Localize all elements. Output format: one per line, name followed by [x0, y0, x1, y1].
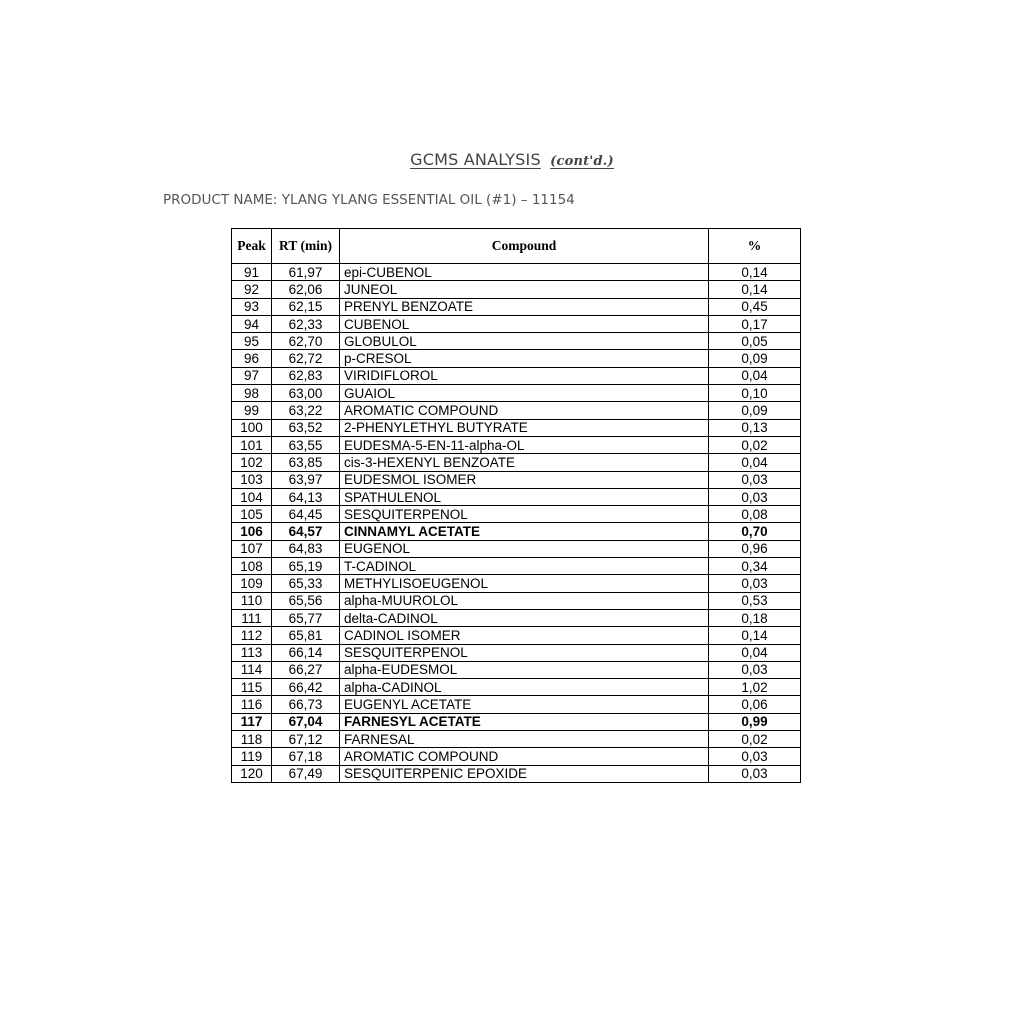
- cell-percent: 0,03: [709, 471, 801, 488]
- table-row: [232, 575, 801, 592]
- cell-rt: 63,52: [272, 419, 340, 436]
- cell-peak: 95: [232, 333, 272, 350]
- cell-compound: EUDESMOL ISOMER: [340, 471, 709, 488]
- cell-rt: 62,70: [272, 333, 340, 350]
- cell-peak: 107: [232, 540, 272, 557]
- cell-compound: SPATHULENOL: [340, 488, 709, 505]
- cell-compound: CINNAMYL ACETATE: [340, 523, 709, 540]
- cell-compound: EUGENOL: [340, 540, 709, 557]
- gcms-table: [231, 228, 801, 783]
- cell-rt: 62,06: [272, 281, 340, 298]
- cell-rt: 63,22: [272, 402, 340, 419]
- cell-percent: 0,17: [709, 315, 801, 332]
- table-row: [232, 679, 801, 696]
- page-title: [0, 150, 1024, 169]
- cell-peak: 115: [232, 679, 272, 696]
- cell-percent: 0,53: [709, 592, 801, 609]
- cell-rt: 62,33: [272, 315, 340, 332]
- cell-rt: 65,33: [272, 575, 340, 592]
- cell-compound: JUNEOL: [340, 281, 709, 298]
- title-text: GCMS ANALYSIS: [410, 150, 541, 169]
- cell-rt: 63,00: [272, 385, 340, 402]
- table-row: [232, 765, 801, 782]
- table-row: [232, 627, 801, 644]
- cell-compound: p-CRESOL: [340, 350, 709, 367]
- cell-percent: 0,10: [709, 385, 801, 402]
- table-row: [232, 367, 801, 384]
- table-row: [232, 558, 801, 575]
- table-row: [232, 644, 801, 661]
- table-row: [232, 436, 801, 453]
- table-row: [232, 488, 801, 505]
- cell-percent: 0,09: [709, 402, 801, 419]
- cell-rt: 63,85: [272, 454, 340, 471]
- cell-rt: 64,57: [272, 523, 340, 540]
- column-header-peak: Peak: [232, 229, 272, 264]
- cell-peak: 104: [232, 488, 272, 505]
- cell-compound: GUAIOL: [340, 385, 709, 402]
- cell-rt: 67,49: [272, 765, 340, 782]
- cell-peak: 101: [232, 436, 272, 453]
- cell-rt: 65,56: [272, 592, 340, 609]
- product-name-line: PRODUCT NAME: YLANG YLANG ESSENTIAL OIL (#1) – 11154: [163, 192, 575, 208]
- cell-compound: SESQUITERPENOL: [340, 506, 709, 523]
- cell-peak: 110: [232, 592, 272, 609]
- cell-percent: 0,04: [709, 367, 801, 384]
- cell-compound: alpha-CADINOL: [340, 679, 709, 696]
- cell-peak: 106: [232, 523, 272, 540]
- cell-percent: 0,14: [709, 264, 801, 281]
- table-row: [232, 523, 801, 540]
- cell-rt: 65,77: [272, 609, 340, 626]
- table-row: [232, 298, 801, 315]
- cell-rt: 64,83: [272, 540, 340, 557]
- cell-compound: epi-CUBENOL: [340, 264, 709, 281]
- table-row: [232, 506, 801, 523]
- cell-rt: 62,72: [272, 350, 340, 367]
- cell-rt: 65,81: [272, 627, 340, 644]
- cell-percent: 0,70: [709, 523, 801, 540]
- cell-peak: 108: [232, 558, 272, 575]
- cell-rt: 67,18: [272, 748, 340, 765]
- table-row: [232, 471, 801, 488]
- cell-percent: 0,96: [709, 540, 801, 557]
- cell-percent: 0,34: [709, 558, 801, 575]
- cell-percent: 0,04: [709, 454, 801, 471]
- cell-peak: 99: [232, 402, 272, 419]
- table-row: [232, 661, 801, 678]
- cell-peak: 92: [232, 281, 272, 298]
- cell-compound: alpha-MUUROLOL: [340, 592, 709, 609]
- cell-peak: 93: [232, 298, 272, 315]
- column-header-compound: Compound: [340, 229, 709, 264]
- cell-compound: FARNESYL ACETATE: [340, 713, 709, 730]
- cell-rt: 62,83: [272, 367, 340, 384]
- cell-compound: cis-3-HEXENYL BENZOATE: [340, 454, 709, 471]
- cell-percent: 0,14: [709, 627, 801, 644]
- cell-percent: 0,03: [709, 575, 801, 592]
- cell-peak: 117: [232, 713, 272, 730]
- cell-rt: 63,55: [272, 436, 340, 453]
- table-row: [232, 402, 801, 419]
- cell-peak: 97: [232, 367, 272, 384]
- cell-rt: 66,14: [272, 644, 340, 661]
- cell-percent: 1,02: [709, 679, 801, 696]
- cell-compound: CADINOL ISOMER: [340, 627, 709, 644]
- cell-peak: 116: [232, 696, 272, 713]
- cell-percent: 0,13: [709, 419, 801, 436]
- cell-rt: 66,27: [272, 661, 340, 678]
- cell-rt: 64,13: [272, 488, 340, 505]
- cell-peak: 109: [232, 575, 272, 592]
- cell-percent: 0,99: [709, 713, 801, 730]
- cell-peak: 98: [232, 385, 272, 402]
- cell-rt: 65,19: [272, 558, 340, 575]
- cell-peak: 100: [232, 419, 272, 436]
- cell-compound: EUGENYL ACETATE: [340, 696, 709, 713]
- cell-percent: 0,09: [709, 350, 801, 367]
- cell-compound: METHYLISOEUGENOL: [340, 575, 709, 592]
- cell-compound: SESQUITERPENIC EPOXIDE: [340, 765, 709, 782]
- cell-rt: 67,12: [272, 731, 340, 748]
- cell-compound: 2-PHENYLETHYL BUTYRATE: [340, 419, 709, 436]
- cell-percent: 0,45: [709, 298, 801, 315]
- cell-percent: 0,02: [709, 731, 801, 748]
- cell-percent: 0,08: [709, 506, 801, 523]
- column-header-rt: RT (min): [272, 229, 340, 264]
- cell-percent: 0,03: [709, 748, 801, 765]
- cell-peak: 96: [232, 350, 272, 367]
- cell-percent: 0,04: [709, 644, 801, 661]
- cell-peak: 112: [232, 627, 272, 644]
- cell-compound: T-CADINOL: [340, 558, 709, 575]
- table-row: [232, 264, 801, 281]
- cell-peak: 113: [232, 644, 272, 661]
- table-row: [232, 333, 801, 350]
- cell-percent: 0,18: [709, 609, 801, 626]
- cell-peak: 103: [232, 471, 272, 488]
- cell-compound: VIRIDIFLOROL: [340, 367, 709, 384]
- table-body: [232, 264, 801, 783]
- table-row: [232, 385, 801, 402]
- table-row: [232, 731, 801, 748]
- cell-peak: 120: [232, 765, 272, 782]
- cell-compound: FARNESAL: [340, 731, 709, 748]
- cell-compound: CUBENOL: [340, 315, 709, 332]
- cell-rt: 64,45: [272, 506, 340, 523]
- cell-peak: 119: [232, 748, 272, 765]
- cell-percent: 0,03: [709, 765, 801, 782]
- table-row: [232, 713, 801, 730]
- cell-rt: 63,97: [272, 471, 340, 488]
- table-row: [232, 350, 801, 367]
- cell-peak: 111: [232, 609, 272, 626]
- table-row: [232, 419, 801, 436]
- cell-compound: SESQUITERPENOL: [340, 644, 709, 661]
- cell-peak: 114: [232, 661, 272, 678]
- cell-percent: 0,05: [709, 333, 801, 350]
- table-row: [232, 315, 801, 332]
- table-row: [232, 609, 801, 626]
- cell-peak: 94: [232, 315, 272, 332]
- cell-rt: 66,42: [272, 679, 340, 696]
- cell-compound: AROMATIC COMPOUND: [340, 402, 709, 419]
- cell-rt: 62,15: [272, 298, 340, 315]
- cell-compound: EUDESMA-5-EN-11-alpha-OL: [340, 436, 709, 453]
- cell-rt: 61,97: [272, 264, 340, 281]
- table-row: [232, 592, 801, 609]
- title-suffix: (cont'd.): [550, 154, 614, 169]
- cell-percent: 0,14: [709, 281, 801, 298]
- table-row: [232, 748, 801, 765]
- cell-percent: 0,03: [709, 488, 801, 505]
- cell-compound: GLOBULOL: [340, 333, 709, 350]
- table-header-row: [232, 229, 801, 264]
- column-header-percent: %: [709, 229, 801, 264]
- cell-peak: 105: [232, 506, 272, 523]
- cell-percent: 0,06: [709, 696, 801, 713]
- cell-peak: 118: [232, 731, 272, 748]
- cell-compound: AROMATIC COMPOUND: [340, 748, 709, 765]
- cell-percent: 0,02: [709, 436, 801, 453]
- cell-percent: 0,03: [709, 661, 801, 678]
- table-row: [232, 454, 801, 471]
- cell-compound: alpha-EUDESMOL: [340, 661, 709, 678]
- table-row: [232, 696, 801, 713]
- cell-peak: 91: [232, 264, 272, 281]
- cell-compound: PRENYL BENZOATE: [340, 298, 709, 315]
- cell-compound: delta-CADINOL: [340, 609, 709, 626]
- table-row: [232, 540, 801, 557]
- cell-rt: 67,04: [272, 713, 340, 730]
- cell-rt: 66,73: [272, 696, 340, 713]
- table-row: [232, 281, 801, 298]
- cell-peak: 102: [232, 454, 272, 471]
